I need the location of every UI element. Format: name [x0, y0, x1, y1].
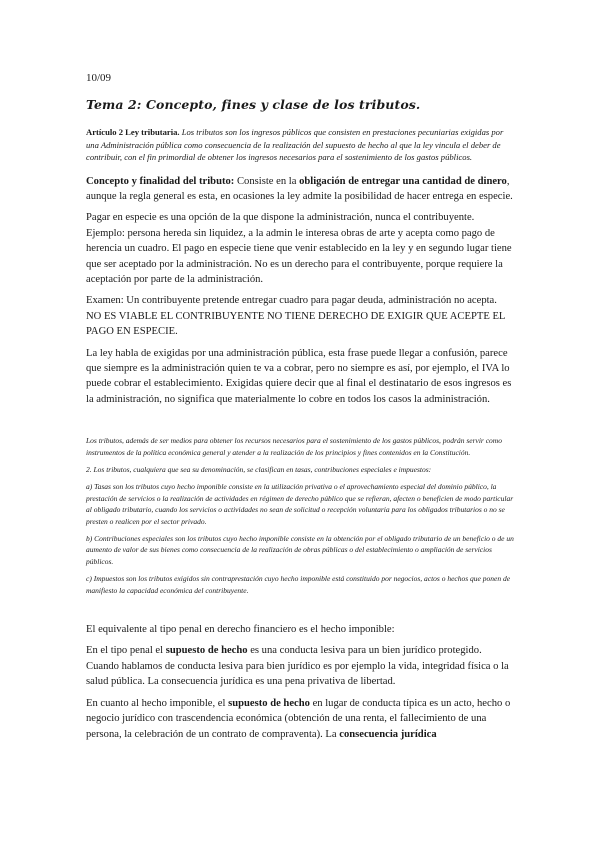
concept-text-1: Consiste en la [234, 175, 300, 187]
especie-paragraph: Pagar en especie es una opción de la que dispone la administración, nunca el contribuyente. Ejemplo: persona hereda sin liquidez, a la admin le interesa obras de arte y acepta como pago de herencia un cuadro. El pago en especie tiene que venir establecido en la ley y en segundo lugar tiene que ser aceptado por la administración. No es un derecho para el contribuyente, porque requiere la aceptación por parte de la administración. [86, 212, 512, 285]
date-heading: 10/09 [86, 72, 112, 84]
imponible-bold-2: consecuencia jurídica [339, 728, 437, 740]
concept-label: Concepto y finalidad del tributo: [86, 175, 235, 187]
law-text-2: 2. Los tributos, cualquiera que sea su denominación, se clasifican en tasas, contribuciones especiales e impuestos: [86, 465, 432, 474]
article-text: Los tributos son los ingresos públicos que consisten en prestaciones pecuniarias exigidas por una Administración pública como consecuencia de la realización del supuesto de hecho al que la ley vincula el deber de contribuir, con el fin primordial de obtener los ingresos necesarios para el sostenimiento de los gastos públicos. [86, 127, 504, 162]
section-spacer [86, 413, 514, 435]
concept-text-2: , aunque la regla general es esta, en ocasiones la ley admite la posibilidad de hacer entrega en especie. [86, 175, 513, 202]
imponible-bold-1: supuesto de hecho [228, 697, 310, 709]
law-text-1: Los tributos, además de ser medios para obtener los recursos necesarios para el sostenimiento de los gastos públicos, podrán servir como instrumentos de la política económica general y atender a la realización de los principios y fines contenidos en la Constitución. [86, 436, 502, 457]
equivalent-paragraph: El equivalente al tipo penal en derecho financiero es el hecho imponible: [86, 624, 395, 636]
ley-paragraph: La ley habla de exigidas por una administración pública, esta frase puede llegar a confusión, parece que siempre es la administración quien te va a cobrar, pero no siempre es así, por ejemplo, el IVA lo puede cobrar el establecimiento. Exigidas quiere decir que al final el destinatario de esos ingresos es la administración, no significa que materialmente lo cobre en todos los casos la administración. [86, 347, 512, 405]
concept-bold: obligación de entregar una cantidad de dinero [299, 175, 507, 187]
article-quote [86, 126, 514, 164]
document-page [86, 72, 514, 748]
law-text-contribuciones: b) Contribuciones especiales son los tributos cuyo hecho imponible consiste en la obtención por el obligado tributario de un beneficio o de un aumento de valor de sus bienes como consecuencia de la realización de obras públicas o del establecimiento o ampliación de servicios públicos. [86, 534, 514, 566]
law-text-impuestos: c) Impuestos son los tributos exigidos sin contraprestación cuyo hecho imponible está constituido por negocios, actos o hechos que ponen de manifiesto la capacidad económica del contribuyente. [86, 574, 511, 595]
section-spacer-2 [86, 602, 514, 622]
penal-text-2: es una conducta lesiva para un bien jurídico protegido. Cuando hablamos de conducta lesiva para bien jurídico es por ejemplo la vida, integridad física o la salud pública. La consecuencia jurídica es una pena privativa de libertad. [86, 645, 509, 688]
imponible-paragraph [86, 696, 514, 742]
law-text-tasas: a) Tasas son los tributos cuyo hecho imponible consiste en la utilización privativa o el aprovechamiento especial del dominio público, la prestación de servicios o la realización de actividades en régimen de derecho público que se refieran, afecten o beneficien de modo particular al obligado tributario, cuando los servicios o actividades no sean de solicitud o recepción voluntaria para los obligados tributarios o no se presten o realicen por el sector privado. [86, 482, 514, 526]
penal-text-1: En el tipo penal el [86, 645, 166, 657]
article-label: Artículo 2 Ley tributaria. [86, 127, 180, 137]
penal-bold: supuesto de hecho [165, 645, 248, 657]
imponible-text-2: en lugar de conducta típica es un acto, hecho o negocio jurídico con trascendencia económica (obtención de una renta, el fallecimiento de una persona, la celebración de un contrato de compraventa). La [86, 697, 511, 740]
penal-paragraph [86, 643, 514, 689]
imponible-text-1: En cuanto al hecho imponible, el [86, 697, 229, 709]
page-title: Tema 2: Concepto, fines y clase de los tributos. [86, 97, 421, 112]
concept-paragraph [86, 174, 514, 205]
examen-paragraph: Examen: Un contribuyente pretende entregar cuadro para pagar deuda, administración no acepta. NO ES VIABLE EL CONTRIBUYENTE NO TIENE DERECHO DE EXIGIR QUE ACEPTE EL PAGO EN ESPECIE. [86, 295, 506, 338]
